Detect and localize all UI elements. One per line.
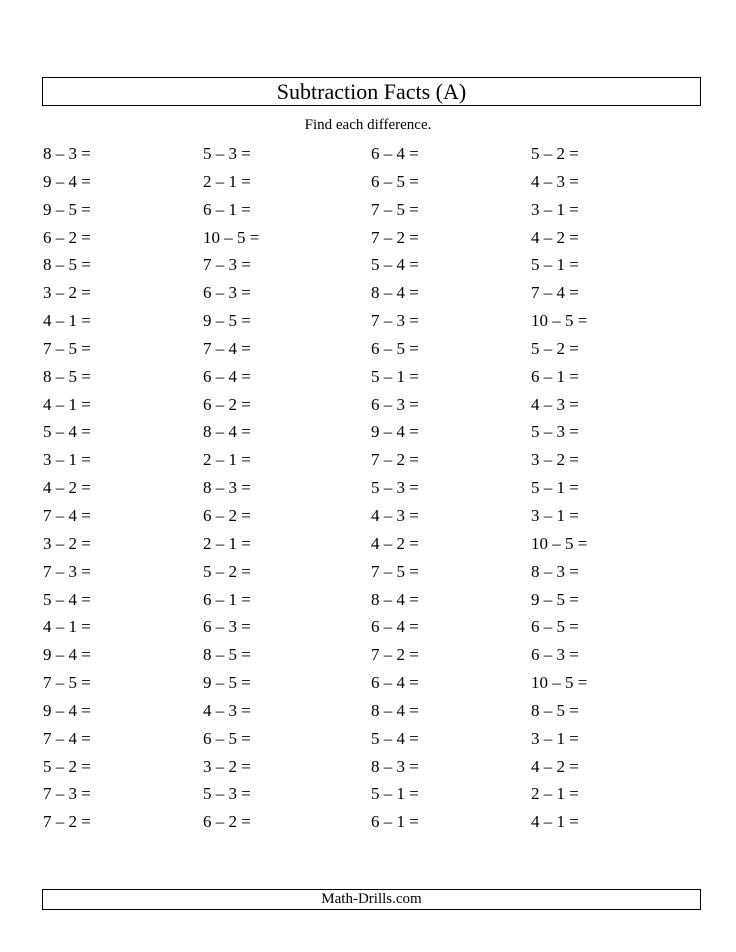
problem-cell: 8 – 5 = xyxy=(43,255,91,275)
problem-cell: 7 – 5 = xyxy=(43,673,91,693)
problem-cell: 2 – 1 = xyxy=(531,784,579,804)
problem-cell: 8 – 4 = xyxy=(371,700,419,720)
problem-cell: 7 – 3 = xyxy=(371,311,419,331)
problem-cell: 3 – 2 = xyxy=(43,533,91,553)
instructions: Find each difference. xyxy=(304,117,432,133)
problem-cell: 5 – 1 = xyxy=(371,784,419,804)
problem-cell: 8 – 3 = xyxy=(203,478,251,498)
problem-cell: 5 – 4 = xyxy=(371,255,419,275)
problem-cell: 3 – 2 = xyxy=(203,756,251,776)
problem-cell: 6 – 5 = xyxy=(371,338,419,358)
problem-cell: 7 – 3 = xyxy=(43,561,91,581)
problem-cell: 8 – 4 = xyxy=(371,589,419,609)
problem-cell: 6 – 5 = xyxy=(203,728,251,748)
problem-cell: 8 – 3 = xyxy=(43,144,91,163)
problem-cell: 7 – 4 = xyxy=(43,728,91,748)
problem-cell: 8 – 3 = xyxy=(371,756,419,776)
problem-cell: 5 – 4 = xyxy=(371,728,419,748)
problem-cell: 8 – 5 = xyxy=(203,645,251,665)
problem-grid xyxy=(43,140,703,836)
problem-cell: 6 – 1 = xyxy=(203,199,251,219)
problem-cell: 4 – 2 = xyxy=(371,533,419,553)
problem-cell: 6 – 4 = xyxy=(371,144,419,163)
problem-cell: 6 – 3 = xyxy=(203,283,251,303)
problem-cell: 5 – 4 = xyxy=(43,589,91,609)
problem-cell: 4 – 3 = xyxy=(203,700,251,720)
problem-cell: 5 – 3 = xyxy=(203,784,251,804)
problem-cell: 3 – 1 = xyxy=(531,505,579,525)
problem-cell: 5 – 2 = xyxy=(43,756,91,776)
problem-cell: 5 – 3 = xyxy=(531,422,579,442)
footer-source: Math-Drills.com xyxy=(42,889,701,910)
problem-cell: 7 – 5 = xyxy=(371,561,419,581)
problem-cell: 9 – 4 = xyxy=(43,171,91,191)
problem-cell: 7 – 5 = xyxy=(371,199,419,219)
problem-cell: 5 – 2 = xyxy=(203,561,251,581)
problem-cell: 6 – 4 = xyxy=(371,617,419,637)
problem-cell: 4 – 3 = xyxy=(531,394,579,414)
problem-cell: 10 – 5 = xyxy=(531,673,588,693)
problem-cell: 6 – 2 = xyxy=(43,227,91,247)
problem-cell: 6 – 4 = xyxy=(371,673,419,693)
problem-cell: 10 – 5 = xyxy=(531,533,588,553)
problem-cell: 9 – 4 = xyxy=(371,422,419,442)
problem-cell: 7 – 4 = xyxy=(531,283,579,303)
problem-cell: 5 – 2 = xyxy=(531,338,579,358)
problem-cell: 8 – 5 = xyxy=(531,700,579,720)
problem-cell: 6 – 4 = xyxy=(203,366,251,386)
problem-cell: 6 – 3 = xyxy=(531,645,579,665)
problem-cell: 4 – 2 = xyxy=(531,756,579,776)
problem-cell: 4 – 1 = xyxy=(43,311,91,331)
problem-cell: 9 – 5 = xyxy=(203,673,251,693)
problem-cell: 7 – 2 = xyxy=(371,227,419,247)
problem-cell: 4 – 2 = xyxy=(531,227,579,247)
worksheet-title: Subtraction Facts (A) xyxy=(42,77,701,106)
problem-cell: 9 – 5 = xyxy=(43,199,91,219)
problem-cell: 10 – 5 = xyxy=(531,311,588,331)
problem-cell: 5 – 1 = xyxy=(531,255,579,275)
problem-cell: 4 – 3 = xyxy=(371,505,419,525)
problem-cell: 6 – 5 = xyxy=(531,617,579,637)
problem-cell: 6 – 1 = xyxy=(531,366,579,386)
problem-cell: 2 – 1 = xyxy=(203,450,251,470)
problem-cell: 3 – 1 = xyxy=(531,199,579,219)
problem-cell: 9 – 5 = xyxy=(203,311,251,331)
problem-cell: 5 – 1 = xyxy=(371,366,419,386)
problem-cell: 4 – 1 = xyxy=(43,394,91,414)
problem-cell: 2 – 1 = xyxy=(203,171,251,191)
problem-cell: 8 – 4 = xyxy=(203,422,251,442)
problem-cell: 5 – 1 = xyxy=(531,478,579,498)
problem-cell: 5 – 2 = xyxy=(531,144,579,163)
problem-cell: 4 – 1 = xyxy=(43,617,91,637)
problem-cell: 8 – 4 = xyxy=(371,283,419,303)
problem-cell: 9 – 5 = xyxy=(531,589,579,609)
problem-cell: 7 – 3 = xyxy=(203,255,251,275)
problem-cell: 4 – 3 = xyxy=(531,171,579,191)
problem-cell: 5 – 3 = xyxy=(371,478,419,498)
problem-cell: 7 – 4 = xyxy=(203,338,251,358)
problem-cell: 5 – 3 = xyxy=(203,144,251,163)
problem-cell: 3 – 2 = xyxy=(43,283,91,303)
problem-cell: 6 – 3 = xyxy=(371,394,419,414)
problem-cell: 3 – 2 = xyxy=(531,450,579,470)
problem-cell: 6 – 1 = xyxy=(203,589,251,609)
problem-cell: 3 – 1 = xyxy=(531,728,579,748)
problem-cell: 6 – 2 = xyxy=(203,505,251,525)
problem-cell: 9 – 4 = xyxy=(43,645,91,665)
problem-cell: 3 – 1 = xyxy=(43,450,91,470)
problem-cell: 2 – 1 = xyxy=(203,533,251,553)
problem-cell: 6 – 2 = xyxy=(203,812,251,832)
problem-cell: 7 – 2 = xyxy=(43,812,91,832)
problem-cell: 7 – 4 = xyxy=(43,505,91,525)
problem-cell: 10 – 5 = xyxy=(203,227,260,247)
problem-cell: 6 – 5 = xyxy=(371,171,419,191)
problem-cell: 7 – 3 = xyxy=(43,784,91,804)
problem-cell: 7 – 2 = xyxy=(371,645,419,665)
problem-cell: 8 – 5 = xyxy=(43,366,91,386)
problem-cell: 6 – 2 = xyxy=(203,394,251,414)
problem-cell: 7 – 2 = xyxy=(371,450,419,470)
problem-cell: 9 – 4 = xyxy=(43,700,91,720)
problem-cell: 6 – 3 = xyxy=(203,617,251,637)
problem-cell: 4 – 2 = xyxy=(43,478,91,498)
problem-cell: 4 – 1 = xyxy=(531,812,579,832)
problem-cell: 8 – 3 = xyxy=(531,561,579,581)
problem-cell: 6 – 1 = xyxy=(371,812,419,832)
problem-cell: 5 – 4 = xyxy=(43,422,91,442)
problem-cell: 7 – 5 = xyxy=(43,338,91,358)
